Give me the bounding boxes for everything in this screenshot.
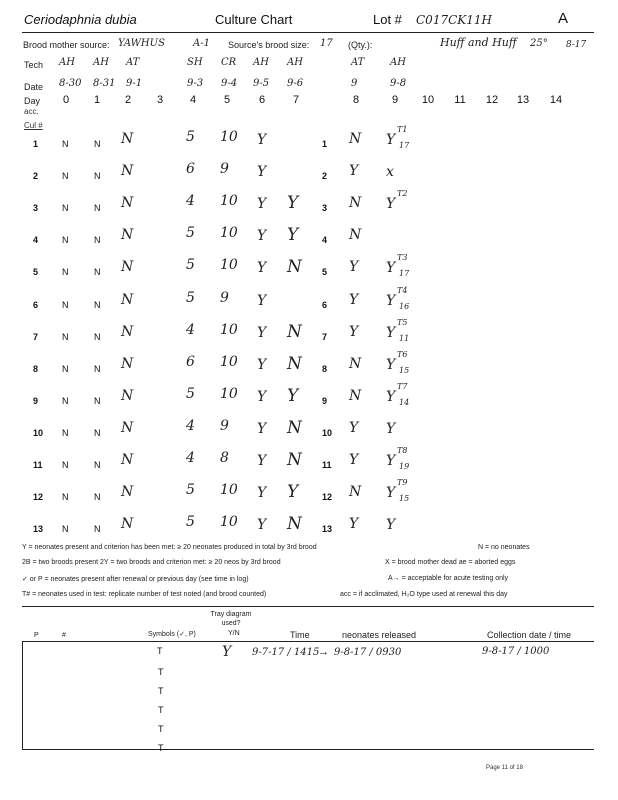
culture-number: 8 [33,364,39,374]
day4-entry: 5 [186,257,195,273]
day1-entry: N [94,460,101,470]
day-label: Day [24,96,41,106]
day6-entry: Y [257,293,267,309]
day-number: 2 [124,94,132,106]
culture-number-right: 11 [322,460,332,470]
day9-entry: x [386,164,394,180]
date-label: Date [24,82,44,92]
day2-entry: N [121,388,134,404]
day7-entry: N [287,354,302,374]
day8-entry: N [349,227,362,243]
culture-number-right: 3 [322,203,328,213]
culture-number: 2 [33,171,39,181]
tech-entry: AH [287,57,303,68]
day6-entry: Y [257,228,267,244]
legend-p: ✓ or P = neonates present after renewal or previous day (see time in log) [22,576,249,583]
day-number: 0 [62,94,70,106]
day8-entry: N [349,484,362,500]
day0-entry: N [62,492,69,502]
day2-entry: N [121,324,134,340]
day7-entry: N [287,257,302,277]
day9-entry: Y [386,357,396,373]
day2-entry: N [121,516,134,532]
day5-entry: 10 [220,257,238,273]
date-entry: 9-4 [221,78,238,89]
tech-entry: AH [253,57,269,68]
day7-entry: N [287,322,302,342]
symbol-entry: T [158,724,164,734]
day1-entry: N [94,492,101,502]
day2-entry: N [121,131,134,147]
day4-entry: 5 [186,386,195,402]
test-replicate: T9 [397,478,408,487]
tech-entry: AT [126,57,140,68]
day-number: 14 [549,94,563,106]
neonate-count: 17 [399,141,410,150]
day6-entry: Y [257,325,267,341]
day6-entry: Y [257,453,267,469]
day-number: 8 [352,94,360,106]
day8-entry: N [349,388,362,404]
day6-entry: Y [257,485,267,501]
date-entry: 9-5 [253,78,270,89]
day4-entry: 4 [186,322,195,338]
day0-entry: N [62,203,69,213]
test-replicate: T7 [397,382,408,391]
culture-number: 1 [33,139,39,149]
day5-entry: 10 [220,514,238,530]
day4-entry: 5 [186,514,195,530]
tech-entry: CR [221,57,237,68]
culture-number: 7 [33,332,39,342]
day0-entry: N [62,364,69,374]
neonate-count: 15 [399,494,410,503]
culture-number-right: 8 [322,364,328,374]
day8-entry: Y [349,452,359,468]
day0-entry: N [62,332,69,342]
day1-entry: N [94,203,101,213]
time-label: Time [290,630,310,640]
legend-acc: acc = if acclimated, H₂O type used at renewal this day [340,591,508,598]
source-brood-value: 17 [320,38,333,49]
log-released: 9-8-17 / 0930 [334,647,402,658]
temperature: 25° [530,38,548,49]
culture-number: 9 [33,396,39,406]
day1-entry: N [94,267,101,277]
neonate-count: 15 [399,366,410,375]
day5-entry: 10 [220,225,238,241]
day0-entry: N [62,428,69,438]
day2-entry: N [121,163,134,179]
tech-entry: AH [93,57,109,68]
day6-entry: Y [257,260,267,276]
culture-number-right: 7 [322,332,328,342]
legend-n: N = no neonates [478,544,530,551]
test-replicate: T5 [397,318,408,327]
qty-label: (Qty.): [348,40,373,50]
brood-source-label: Brood mother source: [23,40,110,50]
log-symbol: T [157,646,163,656]
day-number: 12 [485,94,499,106]
day5-entry: 10 [220,386,238,402]
neonate-count: 14 [399,398,410,407]
date-entry: 9-3 [187,78,204,89]
day9-entry: Y [386,485,396,501]
day5-entry: 9 [220,290,229,306]
neonate-count: 17 [399,269,410,278]
legend-a: A→ = acceptable for acute testing only [388,575,509,582]
day6-entry: Y [257,357,267,373]
culture-number-right: 9 [322,396,328,406]
day2-entry: N [121,227,134,243]
day8-entry: N [349,356,362,372]
day8-entry: Y [349,259,359,275]
day9-entry: Y [386,389,396,405]
symbol-entry: T [158,705,164,715]
day4-entry: 4 [186,450,195,466]
culture-number: 11 [33,460,43,470]
day2-entry: N [121,292,134,308]
day6-entry: Y [257,164,267,180]
day5-entry: 9 [220,418,229,434]
test-replicate: T1 [397,125,408,134]
culture-number: 12 [33,492,44,502]
day4-entry: 5 [186,225,195,241]
legend-x: X = brood mother dead ae = aborted eggs [385,559,516,566]
day7-entry: Y [287,225,299,245]
day5-entry: 8 [220,450,229,466]
day1-entry: N [94,332,101,342]
date-entry: 9 [351,78,358,89]
cul-label: Cul # [24,121,43,130]
day5-entry: 10 [220,482,238,498]
date-entry: 8-31 [93,78,116,89]
test-replicate: T4 [397,286,408,295]
day0-entry: N [62,396,69,406]
culture-number: 10 [33,428,44,438]
date-entry: 8-30 [59,78,82,89]
day6-entry: Y [257,132,267,148]
legend-2b: 2B = two broods present 2Y = two broods and criterion met: ≥ 20 neos by 3rd brood [22,559,281,566]
day-number: 6 [258,94,266,106]
test-replicate: T6 [397,350,408,359]
neonates-label: neonates released [342,630,417,640]
day6-entry: Y [257,196,267,212]
page-footer: Page 11 of 18 [486,765,523,771]
yn-label: Y/N [228,630,240,637]
log-collection: 9-8-17 / 1000 [482,646,550,657]
day4-entry: 5 [186,482,195,498]
day9-entry: Y [386,293,396,309]
day5-entry: 9 [220,161,229,177]
chart-letter: A [558,10,569,27]
day8-entry: Y [349,324,359,340]
day4-entry: 6 [186,354,195,370]
day8-entry: Y [349,163,359,179]
culture-number-right: 1 [322,139,328,149]
day0-entry: N [62,171,69,181]
symbol-entry: T [158,667,164,677]
tech-entry: AH [59,57,75,68]
form-title: Culture Chart [215,12,293,27]
brood-source-value: YAWHUS [118,38,165,49]
day7-entry: Y [287,482,299,502]
day-number: 4 [189,94,197,106]
day0-entry: N [62,139,69,149]
day-number: 10 [421,94,435,106]
legend-t: T# = neonates used in test: replicate number of test noted (and brood counted) [22,591,267,598]
neonate-count: 19 [399,462,410,471]
collection-label: Collection date / time [487,630,572,640]
test-replicate: T8 [397,446,408,455]
day6-entry: Y [257,421,267,437]
culture-number: 5 [33,267,39,277]
day7-entry: N [287,514,302,534]
day5-entry: 10 [220,322,238,338]
day6-entry: Y [257,389,267,405]
lot-value: C017CK11H [416,13,492,27]
symbol-entry: T [158,743,164,753]
day1-entry: N [94,300,101,310]
log-yn: Y [222,644,232,660]
acc-label: acc. [24,107,39,116]
species-title: Ceriodaphnia dubia [24,12,137,27]
day-number: 7 [292,94,300,106]
culture-number: 13 [33,524,44,534]
day7-entry: N [287,418,302,438]
day-number: 3 [156,94,164,106]
day-number: 1 [93,94,101,106]
day2-entry: N [121,420,134,436]
day1-entry: N [94,524,101,534]
symbols-label: Symbols (✓, P) [148,631,196,638]
day-number: 13 [516,94,530,106]
symbol-entry: T [158,686,164,696]
day4-entry: 5 [186,290,195,306]
day1-entry: N [94,171,101,181]
day0-entry: N [62,460,69,470]
culture-number-right: 13 [322,524,333,534]
test-replicate: T2 [397,189,408,198]
culture-number-right: 10 [322,428,333,438]
day9-entry: Y [386,196,396,212]
source-extra: 8-17 [566,40,587,50]
legend-y: Y = neonates present and criterion has been met: ≥ 20 neonates produced in total by 3rd brood [22,544,317,551]
lot-label: Lot # [373,12,402,27]
brood-code: A-1 [193,38,210,49]
day4-entry: 4 [186,193,195,209]
tech-entry: AT [351,57,365,68]
day8-entry: Y [349,420,359,436]
source-brood-label: Source's brood size: [228,40,310,50]
date-entry: 9-8 [390,78,407,89]
day8-entry: Y [349,292,359,308]
culture-number-right: 4 [322,235,328,245]
arrow-icon: → [318,646,329,658]
test-replicate: T3 [397,253,408,262]
day0-entry: N [62,524,69,534]
day0-entry: N [62,300,69,310]
day4-entry: 4 [186,418,195,434]
culture-number: 4 [33,235,39,245]
day8-entry: Y [349,516,359,532]
culture-number-right: 6 [322,300,328,310]
day2-entry: N [121,195,134,211]
neonate-count: 11 [399,334,410,343]
tech-label: Tech [24,60,44,70]
day-number: 5 [223,94,231,106]
day0-entry: N [62,267,69,277]
day8-entry: N [349,131,362,147]
neonate-count: 16 [399,302,410,311]
culture-number: 6 [33,300,39,310]
tray-label: Tray diagram used? [210,611,252,627]
day1-entry: N [94,428,101,438]
day5-entry: 10 [220,354,238,370]
tech-entry: SH [187,57,203,68]
day1-entry: N [94,396,101,406]
day2-entry: N [121,356,134,372]
day9-entry: Y [386,517,396,533]
day9-entry: Y [386,260,396,276]
date-entry: 9-6 [287,78,304,89]
log-time: 9-7-17 / 1415 [252,647,320,658]
day2-entry: N [121,484,134,500]
day8-entry: N [349,195,362,211]
day9-entry: Y [386,453,396,469]
culture-number-right: 2 [322,171,328,181]
day-number: 9 [391,94,399,106]
day5-entry: 10 [220,129,238,145]
day2-entry: N [121,259,134,275]
day-number: 11 [454,94,466,106]
culture-number-right: 5 [322,267,328,277]
day9-entry: Y [386,132,396,148]
day2-entry: N [121,452,134,468]
date-entry: 9-1 [126,78,143,89]
day1-entry: N [94,139,101,149]
day7-entry: N [287,450,302,470]
culture-number-right: 12 [322,492,333,502]
p-label: P [34,632,39,639]
day9-entry: Y [386,325,396,341]
day1-entry: N [94,364,101,374]
culture-number: 3 [33,203,39,213]
day7-entry: Y [287,386,299,406]
day0-entry: N [62,235,69,245]
day6-entry: Y [257,517,267,533]
day4-entry: 5 [186,129,195,145]
day5-entry: 10 [220,193,238,209]
day9-entry: Y [386,421,396,437]
tech-entry: AH [390,57,406,68]
day1-entry: N [94,235,101,245]
day7-entry: Y [287,193,299,213]
day4-entry: 6 [186,161,195,177]
hash-label: # [62,632,66,639]
company-name: Huff and Huff [440,36,517,49]
